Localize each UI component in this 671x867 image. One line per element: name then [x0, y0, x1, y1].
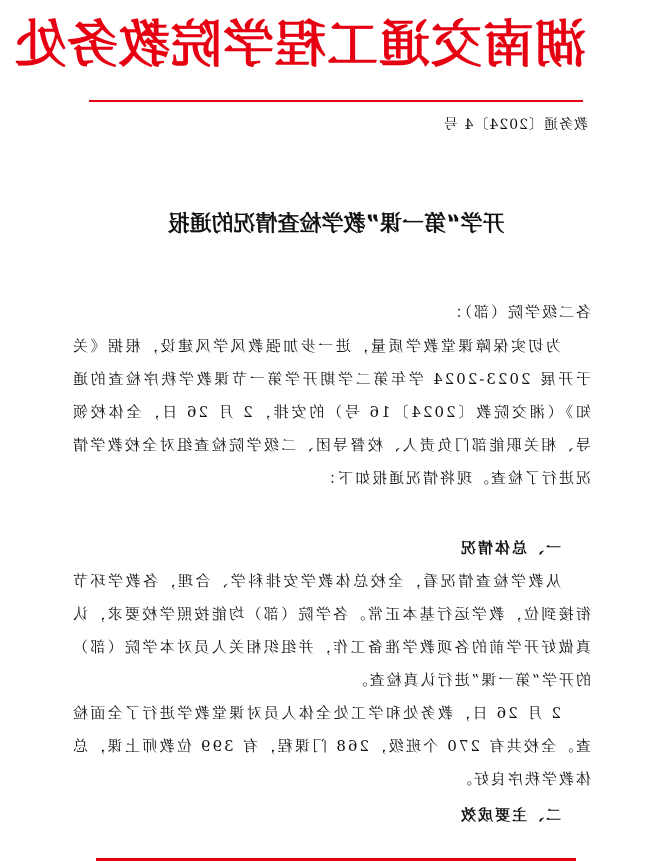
- header-red-rule: [89, 100, 583, 102]
- paragraph-inspection-stats: 2 月 26 日，教务处和学工处全体人员对课堂教学进行了全面检查。全校共有 270 个班级，268 门课程，有 399 位教师上课，总体教学秩序良好。: [71, 704, 591, 788]
- document-title: 开学“第一课”教学检查情况的通报: [167, 212, 505, 237]
- section-heading-results: 二、主要成效: [458, 806, 561, 824]
- document-number: 教务通〔2024〕4 号: [443, 117, 588, 133]
- section-heading-overall: 一、总体情况: [458, 539, 561, 557]
- issuing-office-header: 湖南交通工程学院教务处: [13, 16, 586, 75]
- paragraph-intro: 为切实保障课堂教学质量，进一步加强教风学风建设，根据《关于开展 2023-2024 学年第二学期开学第一节课教学秩序检查的通知》（湘交院教〔2024〕16 号）的安排，2 月 26 日，全体校领导、相关职能部门负责人、校督导团、二级学院检查组对全校教学情况进行了检查。现将情况通报如下：: [71, 337, 591, 487]
- footer-red-rule: [96, 858, 576, 861]
- salutation: 各二级学院（部）：: [445, 303, 591, 321]
- paragraph-overall: 从教学检查情况看，全校总体教学安排科学、合理，各教学环节衔接到位，教学运行基本正常。各学院（部）均能按照学校要求，认真做好开学前的各项教学准备工作，并组织相关人员对本学院（部）的开学“第一课”进行认真检查。: [71, 572, 591, 689]
